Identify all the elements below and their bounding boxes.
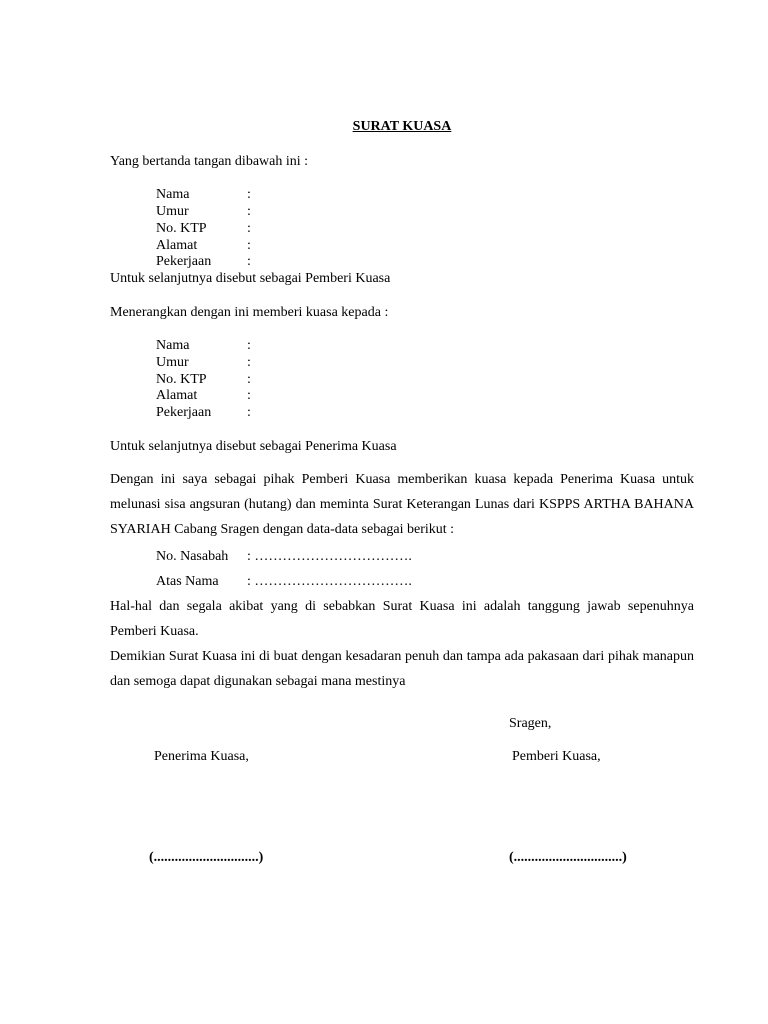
document-title: SURAT KUASA bbox=[352, 119, 452, 134]
grantor-field-name-label: Nama bbox=[156, 187, 190, 202]
grantee-signature-label: Penerima Kuasa, bbox=[154, 749, 249, 764]
body-paragraph: Dengan ini saya sebagai pihak Pemberi Kuasa memberikan kuasa kepada Penerima Kuasa untuk melunasi sisa angsuran (hutang) dan meminta Surat Keterangan Lunas dari KSPPS ARTHA BAHANA SYARIAH Cabang Sragen dengan data-data sebagai berikut : bbox=[110, 472, 694, 537]
atas-nama-label: Atas Nama bbox=[156, 574, 219, 589]
grantor-field-age-colon: : bbox=[247, 204, 251, 219]
grantee-field-address-colon: : bbox=[247, 388, 251, 403]
grantor-field-ktp-label: No. KTP bbox=[156, 221, 207, 236]
grant-statement: Menerangkan dengan ini memberi kuasa kepada : bbox=[110, 305, 389, 320]
grantee-field-ktp-colon: : bbox=[247, 372, 251, 387]
atas-nama-value: : ……………………………. bbox=[247, 574, 412, 589]
responsibility-paragraph: Hal-hal dan segala akibat yang di sebabkan Surat Kuasa ini adalah tanggung jawab sepenuhnya Pemberi Kuasa. bbox=[110, 599, 694, 639]
grantee-field-ktp-label: No. KTP bbox=[156, 372, 207, 387]
closing-paragraph: Demikian Surat Kuasa ini di buat dengan kesadaran penuh dan tampa ada pakasaan dari pihak manapun dan semoga dapat digunakan sebagai mana mestinya bbox=[110, 649, 694, 689]
grantor-field-ktp-colon: : bbox=[247, 221, 251, 236]
intro-text: Yang bertanda tangan dibawah ini : bbox=[110, 154, 309, 169]
place-date: Sragen, bbox=[509, 716, 552, 731]
grantor-note: Untuk selanjutnya disebut sebagai Pemberi Kuasa bbox=[110, 271, 391, 286]
grantee-field-name-label: Nama bbox=[156, 338, 190, 353]
grantor-field-job-label: Pekerjaan bbox=[156, 254, 212, 269]
grantor-signature-label: Pemberi Kuasa, bbox=[512, 749, 601, 764]
grantee-field-address-label: Alamat bbox=[156, 388, 198, 403]
grantor-field-age-label: Umur bbox=[156, 204, 189, 219]
grantee-field-job-label: Pekerjaan bbox=[156, 405, 212, 420]
grantor-field-job-colon: : bbox=[247, 254, 251, 269]
grantor-field-address-colon: : bbox=[247, 238, 251, 253]
grantee-field-name-colon: : bbox=[247, 338, 251, 353]
grantor-signature-line: (...............................) bbox=[509, 850, 627, 865]
nasabah-label: No. Nasabah bbox=[156, 549, 229, 564]
grantee-field-age-label: Umur bbox=[156, 355, 189, 370]
grantee-field-age-colon: : bbox=[247, 355, 251, 370]
grantee-field-job-colon: : bbox=[247, 405, 251, 420]
grantor-field-address-label: Alamat bbox=[156, 238, 198, 253]
grantee-signature-line: (..............................) bbox=[149, 850, 264, 865]
grantee-note: Untuk selanjutnya disebut sebagai Penerima Kuasa bbox=[110, 439, 397, 454]
nasabah-value: : ……………………………. bbox=[247, 549, 412, 564]
grantor-field-name-colon: : bbox=[247, 187, 251, 202]
